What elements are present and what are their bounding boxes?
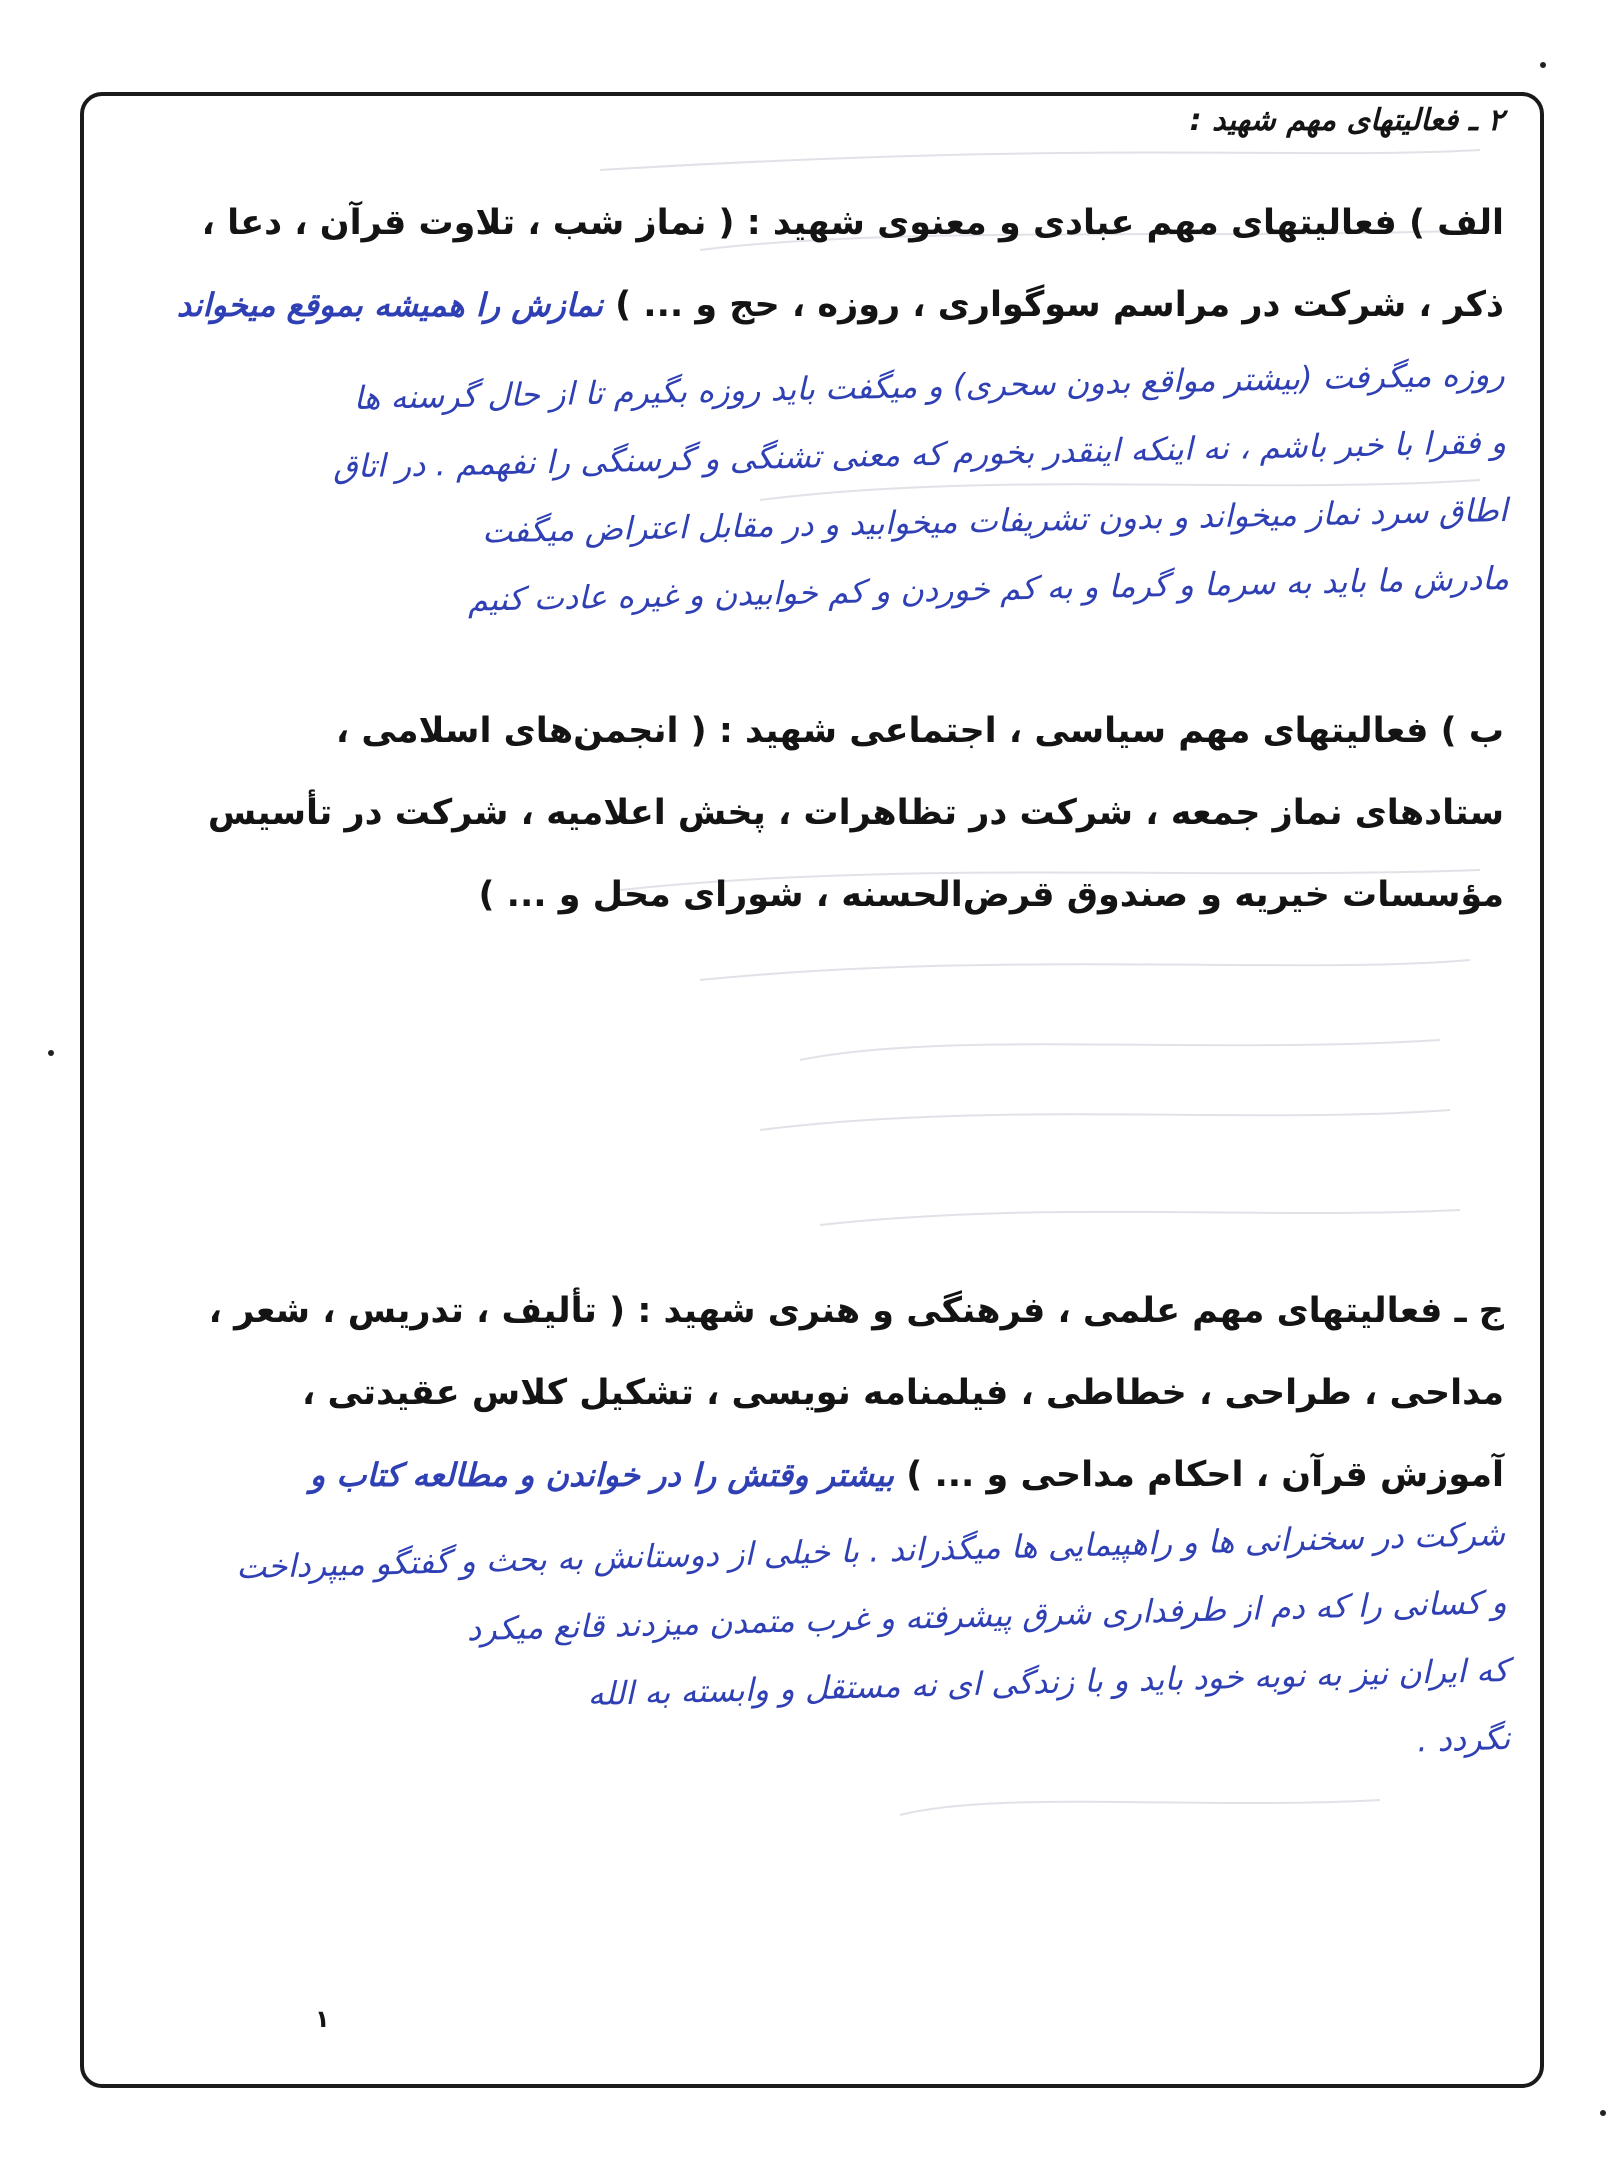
section-b-line-3: مؤسسات خیریه و صندوق قرض‌الحسنه ، شورای محل و ... ) <box>478 875 1504 915</box>
section-b-political-social-activities <box>120 690 1504 936</box>
scan-speck <box>1540 62 1546 68</box>
section-title: ۲ ـ فعالیتهای مهم شهید : <box>1189 103 1504 138</box>
section-a-hand-line-2: و فقرا با خبر باشم ، نه اینکه اینقدر بخورم که معنی تشنگی و گرسنگی را نفهمم . در اتاق <box>332 422 1507 486</box>
scan-speck <box>1600 2110 1606 2116</box>
scan-speck <box>48 1050 54 1056</box>
section-a-handwritten-inline: نمازش را همیشه بموقع میخواند <box>176 286 603 324</box>
section-a-line-2 <box>120 264 1504 346</box>
section-c-hand-line-1: شرکت در سخنرانی ها و راهپیمایی ها میگذراند . با خیلی از دوستانش به بحث و گفتگو میپرداخت <box>235 1514 1506 1587</box>
section-c-hand-line-2: و کسانی را که دم از طرفداری شرق پیشرفته و غرب متمدن میزدند قانع میکرد <box>466 1582 1508 1649</box>
section-a-line-2-printed: ذکر ، شرکت در مراسم سوگواری ، روزه ، حج و ... ) <box>615 285 1504 325</box>
section-b-line-2: ستادهای نماز جمعه ، شرکت در تظاهرات ، پخش اعلامیه ، شرکت در تأسیس <box>207 793 1504 833</box>
section-a-hand-line-1: روزه میگرفت (بیشتر مواقع بدون سحری) و میگفت باید روزه بگیرم تا از حال گرسنه ها <box>353 354 1506 418</box>
document-body <box>120 100 1511 1760</box>
section-c-hand-line-3: که ایران نیز به نوبه خود باید و با زندگی ای نه مستقل و وابسته به الله <box>587 1650 1509 1714</box>
section-a-handwritten-answer <box>120 340 1509 641</box>
section-c-handwritten-answer <box>120 1500 1511 1808</box>
section-c-handwritten-inline: بیشتر وقتش را در خواندن و مطالعه کتاب و <box>309 1456 895 1494</box>
section-c-hand-line-4: نگردد . <box>1416 1718 1511 1760</box>
section-a-spiritual-activities <box>120 182 1504 346</box>
page-number: ۱ <box>315 2005 330 2033</box>
section-c-line-3 <box>120 1434 1504 1516</box>
section-a-line-1: الف ) فعالیتهای مهم عبادی و معنوی شهید : ( نماز شب ، تلاوت قرآن ، دعا ، <box>201 203 1504 243</box>
section-a-hand-line-4: مادرش ما باید به سرما و گرما و به کم خوردن و کم خوابیدن و غیره عادت کنیم <box>467 558 1510 619</box>
section-c-line-2: مداحی ، طراحی ، خطاطی ، فیلمنامه نویسی ، تشکیل کلاس عقیدتی ، <box>302 1373 1504 1413</box>
section-a-hand-line-3: اطاق سرد نماز میخواند و بدون تشریفات میخوابید و در مقابل اعتراض میگفت <box>481 490 1508 551</box>
section-c-line-3-printed: آموزش قرآن ، احکام مداحی و ... ) <box>906 1455 1504 1495</box>
section-c-cultural-activities <box>120 1270 1504 1516</box>
section-b-line-1: ب ) فعالیتهای مهم سیاسی ، اجتماعی شهید : ( انجمن‌های اسلامی ، <box>335 711 1504 751</box>
section-c-line-1: ج ـ فعالیتهای مهم علمی ، فرهنگی و هنری شهید : ( تألیف ، تدریس ، شعر ، <box>208 1291 1504 1331</box>
